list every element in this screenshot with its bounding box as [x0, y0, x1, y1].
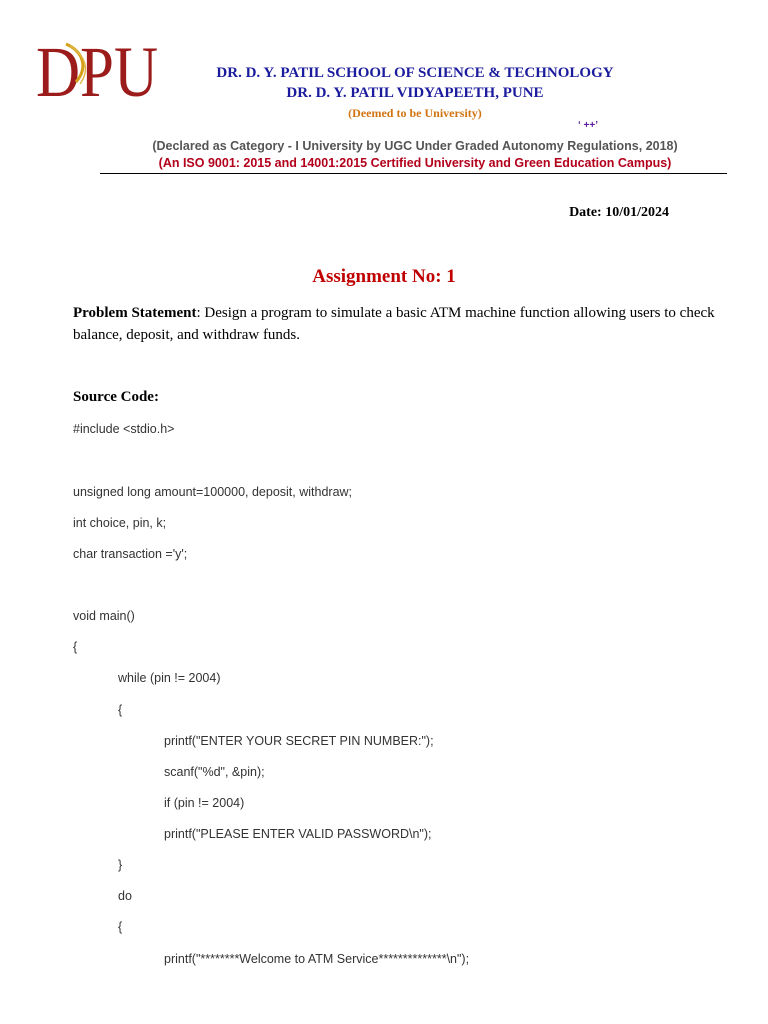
problem-label: Problem Statement: [73, 305, 197, 321]
code-line: printf("ENTER YOUR SECRET PIN NUMBER:");: [164, 734, 434, 748]
school-name: DR. D. Y. PATIL SCHOOL OF SCIENCE & TECHNOLOGY: [216, 65, 614, 81]
deemed-university: (Deemed to be University): [348, 106, 482, 120]
code-line: printf("********Welcome to ATM Service**************\n");: [164, 952, 470, 966]
code-line: do: [118, 889, 132, 903]
source-code-heading: Source Code:: [73, 389, 159, 405]
code-line: char transaction ='y';: [73, 547, 188, 561]
code-line: int choice, pin, k;: [73, 516, 167, 530]
assignment-title: Assignment No: 1: [312, 266, 456, 287]
assignment-date: Date: 10/01/2024: [569, 205, 669, 220]
problem-text: : Design a program to simulate a basic ATM machine function allowing users to check balance, deposit, and withdraw funds.: [73, 305, 715, 343]
grade-marks: ‘ ++’: [578, 120, 599, 131]
header-divider: [100, 173, 727, 174]
problem-statement: [73, 302, 723, 346]
code-line: printf("PLEASE ENTER VALID PASSWORD\n");: [164, 827, 432, 841]
svg-text:DPU: DPU: [36, 32, 158, 112]
ugc-declaration: (Declared as Category - I University by UGC Under Graded Autonomy Regulations, 2018): [152, 139, 678, 153]
code-line: void main(): [73, 609, 135, 623]
iso-certification: (An ISO 9001: 2015 and 14001:2015 Certified University and Green Education Campus): [158, 156, 672, 170]
code-line: while (pin != 2004): [118, 671, 221, 685]
code-line: unsigned long amount=100000, deposit, withdraw;: [73, 485, 353, 499]
code-line: #include <stdio.h>: [73, 422, 175, 436]
university-name: DR. D. Y. PATIL VIDYAPEETH, PUNE: [286, 85, 544, 101]
code-line: {: [73, 640, 78, 654]
code-line: }: [118, 858, 123, 872]
code-line: {: [118, 920, 123, 934]
code-line: {: [118, 703, 123, 717]
code-line: scanf("%d", &pin);: [164, 765, 265, 779]
code-line: if (pin != 2004): [164, 796, 245, 810]
